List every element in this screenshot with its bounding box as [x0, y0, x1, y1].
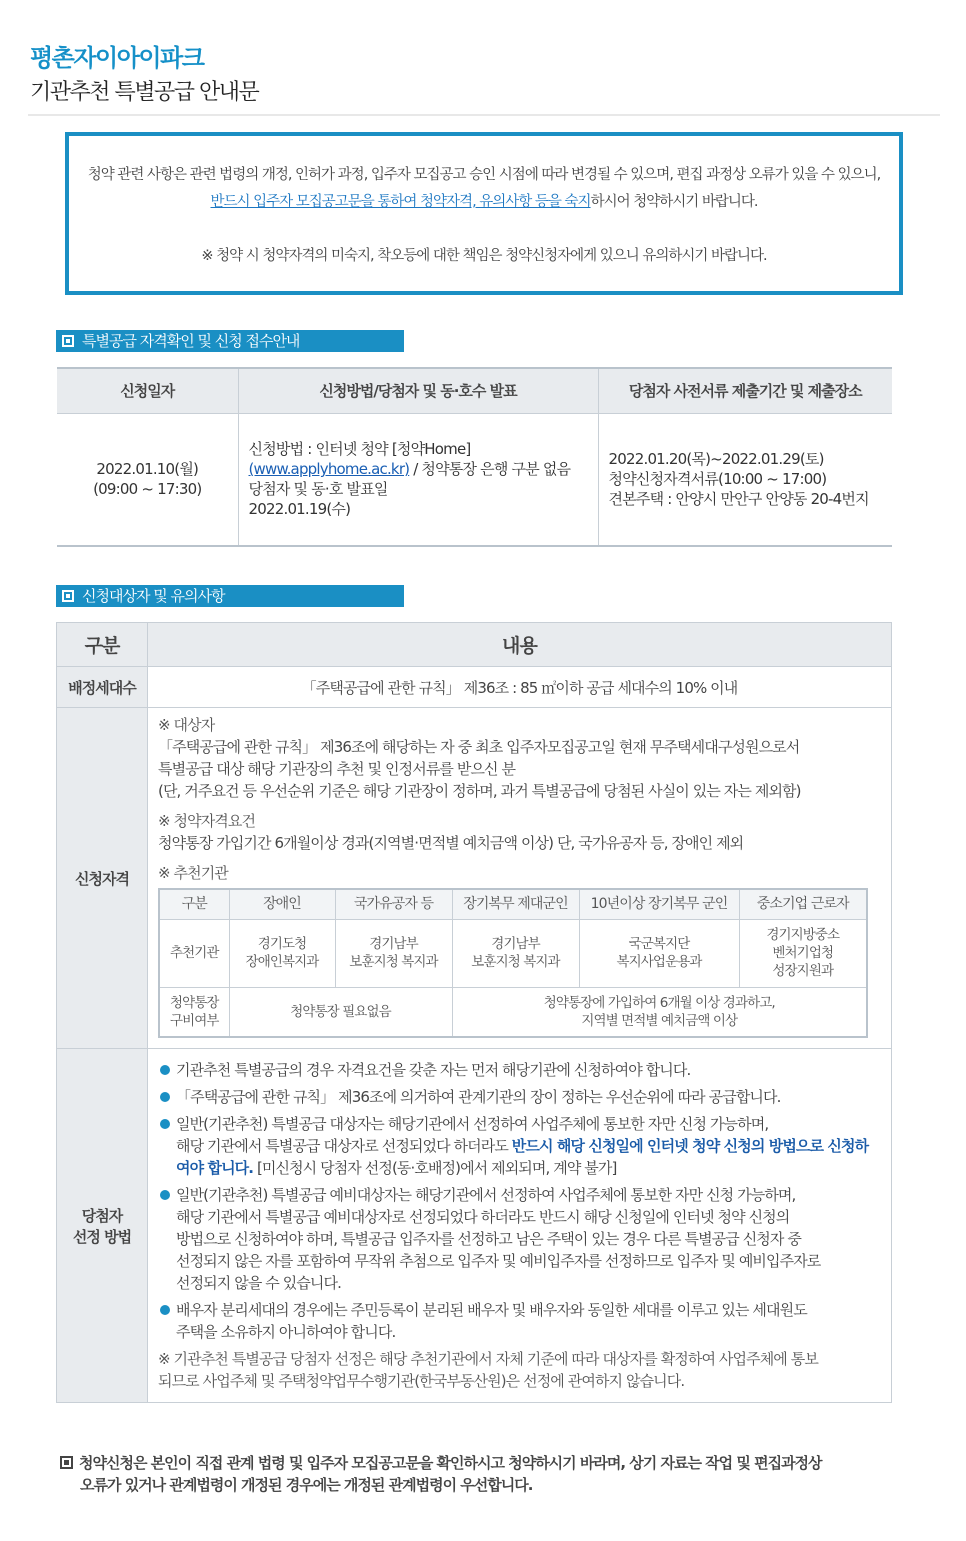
submit-place: 견본주택 : 안양시 만안구 안양동 20-4번지	[608, 490, 869, 509]
list-item	[158, 1299, 881, 1343]
cell-line: 지역별 면적별 예치금액 이상	[581, 1012, 738, 1029]
column-header: 국가유공자 등	[335, 889, 452, 919]
bullet-icon	[160, 1092, 170, 1102]
brand-title: 평촌자이아이파크	[30, 44, 204, 72]
note: ※ 기관추천 특별공급 당첨자 선정은 해당 추천기관에서 자체 기준에 따라 대상자를 확정하여 사업주체에 통보	[158, 1350, 818, 1368]
note: 되므로 사업주체 및 주택청약업무수행기관(한국부동산원)은 선정에 관여하지 않습니다.	[158, 1372, 685, 1390]
item-text: 주택을 소유하지 아니하여야 합니다.	[176, 1323, 396, 1341]
submit-docs: 청약신청자격서류(10:00 ~ 17:00)	[608, 470, 827, 489]
cell-line: 청약통장	[169, 994, 219, 1011]
cell-line: 성장지원과	[772, 963, 834, 979]
item-text: 배우자 분리세대의 경우에는 주민등록이 분리된 배우자 및 배우자와 동일한 세대를 이루고 있는 세대원도	[176, 1301, 807, 1319]
row-label	[57, 1049, 148, 1403]
application-date	[57, 413, 238, 546]
column-header: 구분	[57, 623, 148, 667]
cell-line: 경기남부	[491, 936, 540, 952]
table-cell: 청약통장 필요없음	[229, 987, 452, 1037]
notice-line-3: ※ 청약 시 청약자격의 미숙지, 착오등에 대한 책임은 청약신청자에게 있으니 유의하시기 바랍니다.	[201, 248, 767, 264]
allocation-text: 「주택공급에 관한 규칙」 제36조 : 85 ㎡이하 공급 세대수의 10% 이내	[148, 667, 892, 708]
list-item	[158, 1086, 881, 1108]
emphasis-text: 반드시 해당 신청일에 인터넷 청약 신청의 방법으로 신청하여야 합니다.	[176, 1137, 869, 1177]
note: ※ 대상자	[158, 716, 215, 734]
item-text: [미신청시 당첨자 선정(동·호배정)에서 제외되며, 계약 불가]	[253, 1159, 617, 1177]
square-bullet-icon	[62, 335, 74, 347]
submit-period: 2022.01.20(목)~2022.01.29(토)	[608, 450, 824, 469]
item-text: 해당 기관에서 특별공급 대상자로 선정되었다 하더라도	[176, 1137, 512, 1155]
cell-line: 경기남부	[369, 936, 418, 952]
text-line: 청약통장 가입기간 6개월이상 경과(지역별·면적별 예치금액 이상) 단, 국가유공자 등, 장애인 제외	[158, 834, 744, 852]
square-bullet-icon	[60, 1456, 73, 1469]
item-text: 방법으로 신청하여야 하며, 특별공급 입주자를 선정하고 남은 주택이 있는 경우 다른 특별공급 신청자 중	[176, 1230, 801, 1248]
item-text: 선정되지 않을 수 있습니다.	[176, 1274, 341, 1292]
application-table	[57, 367, 892, 547]
square-bullet-icon	[62, 590, 74, 602]
notice-box	[65, 132, 903, 295]
column-header: 장애인	[229, 889, 335, 919]
text-line: 「주택공급에 관한 규칙」 제36조에 해당하는 자 중 최초 입주자모집공고일 현재 무주택세대구성원으로서	[158, 738, 800, 756]
bullet-icon	[160, 1065, 170, 1075]
notice-link[interactable]: 반드시 입주자 모집공고문을 통하여 청약자격, 유의사항 등을 숙지	[210, 194, 591, 210]
section-title: 신청대상자 및 유의사항	[82, 587, 225, 605]
cell-line: 벤처기업청	[772, 945, 834, 961]
table-cell	[452, 919, 579, 987]
cell-line: 경기지방중소	[766, 927, 840, 943]
submission-info	[598, 413, 892, 546]
table-cell	[739, 919, 867, 987]
cell-line: 국군복지단	[628, 936, 690, 952]
row-label: 배정세대수	[57, 667, 148, 708]
label-line: 당첨자	[81, 1206, 123, 1225]
note: ※ 청약자격요건	[158, 812, 256, 830]
column-header: 장기복무 제대군인	[452, 889, 579, 919]
column-header: 당첨자 사전서류 제출기간 및 제출장소	[598, 368, 892, 413]
application-method	[238, 413, 598, 546]
cell-line: 경기도청	[257, 936, 307, 952]
footer-disclaimer	[60, 1452, 910, 1496]
label-line: 선정 방법	[72, 1227, 132, 1246]
footer-line: 오류가 있거나 관계법령이 개정된 경우에는 개정된 관계법령이 우선합니다.	[80, 1476, 533, 1494]
table-cell	[452, 987, 867, 1037]
notice-line-2	[69, 189, 899, 216]
bullet-icon	[160, 1190, 170, 1200]
method-text: / 청약통장 은행 구분 없음	[409, 460, 571, 479]
row-label: 신청자격	[57, 708, 148, 1049]
recommend-table	[158, 888, 868, 1038]
table-cell	[229, 919, 335, 987]
bullet-icon	[160, 1305, 170, 1315]
row-label	[159, 987, 229, 1037]
bullet-icon	[160, 1119, 170, 1129]
announce-date: 2022.01.19(수)	[248, 500, 351, 519]
item-text: 해당 기관에서 특별공급 예비대상자로 선정되었다 하더라도 반드시 해당 신청일에 인터넷 청약 신청의	[176, 1208, 790, 1226]
column-header: 중소기업 근로자	[739, 889, 867, 919]
list-item	[158, 1184, 881, 1294]
method-text: 신청방법 : 인터넷 청약 [청약Home]	[248, 440, 471, 459]
row-label: 추천기관	[159, 919, 229, 987]
cell-line: 구비여부	[169, 1012, 219, 1029]
eligibility-content	[148, 708, 892, 1049]
cell-line: 보훈지청 복지과	[471, 954, 560, 970]
column-header: 10년이상 장기복무 군인	[579, 889, 739, 919]
table-cell	[579, 919, 739, 987]
item-text: 일반(기관추천) 특별공급 대상자는 해당기관에서 선정하여 사업주체에 통보한 자만 신청 가능하며,	[176, 1115, 769, 1133]
item-text: 일반(기관추천) 특별공급 예비대상자는 해당기관에서 선정하여 사업주체에 통보한 자만 신청 가능하며,	[176, 1186, 796, 1204]
footer-line: 청약신청은 본인이 직접 관계 법령 및 입주자 모집공고문을 확인하시고 청약하시기 바라며, 상기 자료는 작업 및 편집과정상	[79, 1454, 822, 1472]
notice-line-2-rest: 하시어 청약하시기 바랍니다.	[590, 194, 758, 210]
eligibility-table	[56, 622, 892, 1403]
item-text: 선정되지 않은 자를 포함하여 무작위 추첨으로 입주자 및 예비입주자를 선정하므로 입주자 및 예비입주자로	[176, 1252, 821, 1270]
section-header-application	[56, 330, 404, 352]
notice-line-1: 청약 관련 사항은 관련 법령의 개정, 인허가 과정, 입주자 모집공고 승인 시점에 따라 변경될 수 있으며, 편집 과정상 오류가 있을 수 있으니,	[87, 167, 881, 183]
cell-line: 보훈지청 복지과	[349, 954, 438, 970]
list-item	[158, 1113, 881, 1179]
cell-line: 청약통장에 가입하여 6개월 이상 경과하고,	[543, 994, 775, 1011]
applyhome-link[interactable]: (www.applyhome.ac.kr)	[248, 460, 410, 479]
item-text: 기관추천 특별공급의 경우 자격요건을 갖춘 자는 먼저 해당기관에 신청하여야 합니다.	[176, 1061, 691, 1079]
note: ※ 추천기관	[158, 864, 228, 882]
column-header: 내용	[148, 623, 892, 667]
date-text: 2022.01.10(월)	[96, 460, 199, 479]
section-title: 특별공급 자격확인 및 신청 접수안내	[82, 332, 300, 350]
page-title: 기관추천 특별공급 안내문	[30, 80, 259, 105]
table-cell	[335, 919, 452, 987]
time-text: (09:00 ~ 17:30)	[93, 480, 202, 499]
column-header: 구분	[159, 889, 229, 919]
cell-line: 장애인복지과	[245, 954, 319, 970]
text-line: (단, 거주요건 등 우선순위 기준은 해당 기관장이 정하며, 과거 특별공급에 당첨된 사실이 있는 자는 제외함)	[158, 782, 801, 800]
divider	[28, 114, 940, 116]
cell-line: 복지사업운용과	[616, 954, 702, 970]
announce-label: 당첨자 및 동·호 발표일	[248, 480, 388, 499]
section-header-eligibility	[56, 585, 404, 607]
list-item	[158, 1059, 881, 1081]
column-header: 신청일자	[57, 368, 238, 413]
item-text: 「주택공급에 관한 규칙」 제36조에 의거하여 관계기관의 장이 정하는 우선순위에 따라 공급합니다.	[176, 1088, 781, 1106]
column-header: 신청방법/당첨자 및 동·호수 발표	[238, 368, 598, 413]
selection-content	[148, 1049, 892, 1403]
text-line: 특별공급 대상 해당 기관장의 추천 및 인정서류를 받으신 분	[158, 760, 516, 778]
